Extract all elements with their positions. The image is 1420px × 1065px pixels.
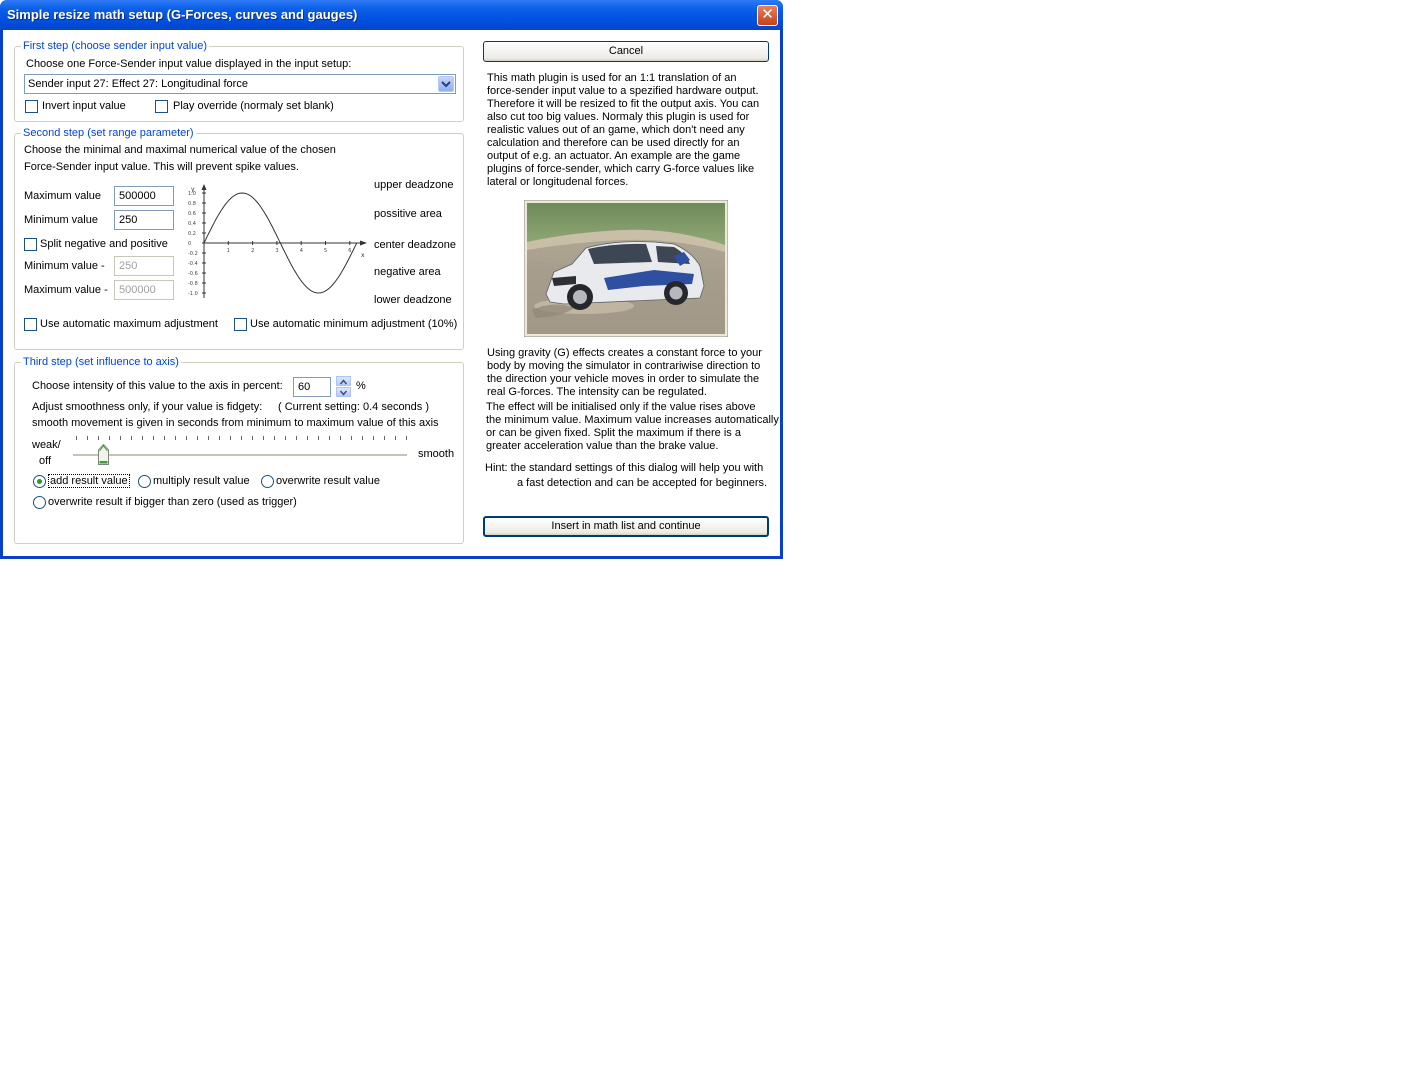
step2-desc-1: Choose the minimal and maximal numerical value of the chosen [24,144,336,156]
gravity-line: body by moving the simulator in contrariwise direction to [487,360,761,372]
min-value-label: Minimum value [24,214,98,226]
slider-thumb[interactable] [98,444,109,465]
slider-tick [131,436,132,440]
graph-y-tick-label: 0.4 [188,221,196,227]
slider-tick [241,436,242,440]
gravity-line: the direction your vehicle moves in order to simulate the [487,373,760,385]
intro-line: calculation and therefore can be used directly for an [487,137,740,149]
radio-overwrite-label: overwrite result value [276,475,380,487]
zone-positive-area: possitive area [374,208,442,220]
slider-tick [406,436,407,440]
radio-add-label: add result value [50,475,128,487]
intro-line: Therefore it will be resized to fit the output axis. You can [487,98,760,110]
slider-tick [208,436,209,440]
graph-x-label: x [361,252,365,259]
intro-line: This math plugin is used for an 1:1 translation of an [487,72,737,84]
hint-line-1: Hint: the standard settings of this dialog will help you with [485,462,764,474]
input-select-value: Sender input 27: Effect 27: Longitudinal force [28,78,248,90]
slider-tick [175,436,176,440]
smoothness-slider[interactable] [73,436,409,468]
max-value-input[interactable] [114,186,174,206]
auto-min-label: Use automatic minimum adjustment (10%) [250,318,458,330]
graph-y-tick-label: -0.6 [188,271,198,277]
slider-tick [120,436,121,440]
radio-multiply-label: multiply result value [153,475,250,487]
spin-down-icon [337,389,350,397]
close-button[interactable] [757,5,778,26]
sine-graph [187,184,369,302]
radio-trigger[interactable] [33,496,46,509]
slider-tick [395,436,396,440]
slider-tick [230,436,231,440]
slider-tick [362,436,363,440]
radio-overwrite[interactable] [261,475,274,488]
spin-up-button[interactable] [336,376,351,386]
override-checkbox[interactable] [155,100,168,113]
neg-max-label: Maximum value - [24,284,108,296]
intro-line: realistic values out of an game, which don't need any [487,124,745,136]
step2-desc-2: Force-Sender input value. This will prevent spike values. [24,161,299,173]
slider-tick [296,436,297,440]
intensity-label: Choose intensity of this value to the axis in percent: [32,380,283,392]
slider-tick [164,436,165,440]
hint-line-2: a fast detection and can be accepted for beginners. [517,477,768,489]
slider-tick [197,436,198,440]
graph-x-tick-label: 3 [275,248,279,254]
slider-tick [219,436,220,440]
dropdown-button[interactable] [438,76,454,92]
graph-y-tick-label: 0.6 [188,211,196,217]
slider-tick [186,436,187,440]
graph-x-tick-label: 6 [348,248,352,254]
graph-y-tick-label: -0.2 [188,251,198,257]
percent-sign: % [356,380,366,392]
gravity-line: real G-forces. The intensity can be regulated. [487,386,707,398]
zone-center-deadzone: center deadzone [374,239,456,251]
step1-legend: First step (choose sender input value) [23,40,208,52]
auto-max-label: Use automatic maximum adjustment [40,318,218,330]
smoothness-desc: smooth movement is given in seconds from minimum to maximum value of this axis [32,417,439,429]
spin-down-button[interactable] [336,387,351,397]
slider-tick [109,436,110,440]
chevron-down-icon [439,77,453,91]
slider-tick [285,436,286,440]
intro-line: lateral or longitudenal forces. [487,176,629,188]
gravity-line: Using gravity (G) effects creates a constant force to your [487,347,762,359]
intro-text [487,72,759,189]
gravity-text [487,347,762,399]
graph-x-arrow [360,241,367,246]
slider-tick [263,436,264,440]
radio-trigger-label: overwrite result if bigger than zero (used as trigger) [48,496,297,508]
slider-tick [384,436,385,440]
zone-upper-deadzone: upper deadzone [374,179,454,191]
slider-tick [340,436,341,440]
slider-ticks [73,436,409,444]
effect-line: The effect will be initialised only if the value rises above [486,401,756,413]
neg-max-input[interactable] [114,280,174,300]
slider-tick [274,436,275,440]
min-value-input[interactable] [114,210,174,230]
insert-continue-button[interactable]: Insert in math list and continue [483,516,769,537]
graph-y-tick-label: 0.2 [188,231,196,237]
window-title: Simple resize math setup (G-Forces, curves and gauges) [7,7,358,22]
graph-y-tick-label: -0.4 [188,261,198,267]
graph-y-label: y [191,186,195,193]
title-bar[interactable] [0,0,783,30]
off-label: off [39,455,52,467]
step1-instruction: Choose one Force-Sender input value displayed in the input setup: [26,58,352,70]
split-label: Split negative and positive [40,238,168,250]
invert-checkbox[interactable] [25,100,38,113]
radio-add[interactable] [33,475,46,488]
graph-x-tick-label: 1 [226,248,230,254]
close-icon: ✕ [761,6,774,23]
intro-line: also cut too big values. Normaly this plugin is used for [487,111,750,123]
smooth-label: smooth [418,448,455,460]
auto-min-checkbox[interactable] [234,318,247,331]
slider-tick [318,436,319,440]
graph-y-arrow [202,184,207,190]
graph-x-tick-label: 4 [299,248,303,254]
slider-tick [153,436,154,440]
effect-text [486,401,779,453]
slider-tick [76,436,77,440]
dialog-window [0,0,783,559]
effect-line: or can be given fixed. Split the maximum if there is a [486,427,741,439]
smoothness-label: Adjust smoothness only, if your value is fidgety: [32,401,263,413]
slider-tick [351,436,352,440]
cancel-button[interactable]: Cancel [483,41,769,62]
graph-y-tick-label: 0 [188,241,192,247]
intensity-input[interactable] [293,377,331,397]
zone-negative-area: negative area [374,266,441,278]
intro-line: output of e.g. an actuator. An example are the game [487,150,741,162]
slider-track [73,454,407,457]
effect-line: the minimum value. Maximum value increases automatically [486,414,779,426]
slider-tick [98,436,99,440]
override-label: Play override (normaly set blank) [173,100,334,112]
step3-legend: Third step (set influence to axis) [23,356,179,368]
intensity-spinner[interactable] [336,376,351,397]
neg-min-input[interactable] [114,256,174,276]
slider-tick [373,436,374,440]
slider-tick [329,436,330,440]
effect-line: greater acceleration value than the brake value. [486,440,719,452]
input-select[interactable] [24,74,456,94]
graph-y-tick-label: -1.0 [188,291,198,297]
slider-tick [307,436,308,440]
zone-lower-deadzone: lower deadzone [374,294,452,306]
graph-y-tick-label: -0.8 [188,281,198,287]
graph-y-tick-label: 1.0 [188,191,196,197]
weak-label: weak/ [32,439,61,451]
dialog-client [3,30,780,556]
graph-x-tick-label: 2 [251,248,255,254]
auto-max-checkbox[interactable] [24,318,37,331]
slider-tick [87,436,88,440]
graph-x-tick-label: 5 [324,248,328,254]
step2-legend: Second step (set range parameter) [23,127,194,139]
current-setting: ( Current setting: 0.4 seconds ) [278,401,430,413]
rally-car-image [524,200,728,337]
slider-tick [142,436,143,440]
intro-line: plugins of force-sender, which carry G-force values like [487,163,755,175]
slider-tick [252,436,253,440]
max-value-label: Maximum value [24,190,102,202]
spin-up-icon [337,378,350,386]
split-checkbox[interactable] [24,238,37,251]
intro-line: force-sender input value to a spezified hardware output. [487,85,759,97]
graph-y-tick-label: 0.8 [188,201,196,207]
invert-label: Invert input value [42,100,126,112]
neg-min-label: Minimum value - [24,260,105,272]
radio-multiply[interactable] [138,475,151,488]
